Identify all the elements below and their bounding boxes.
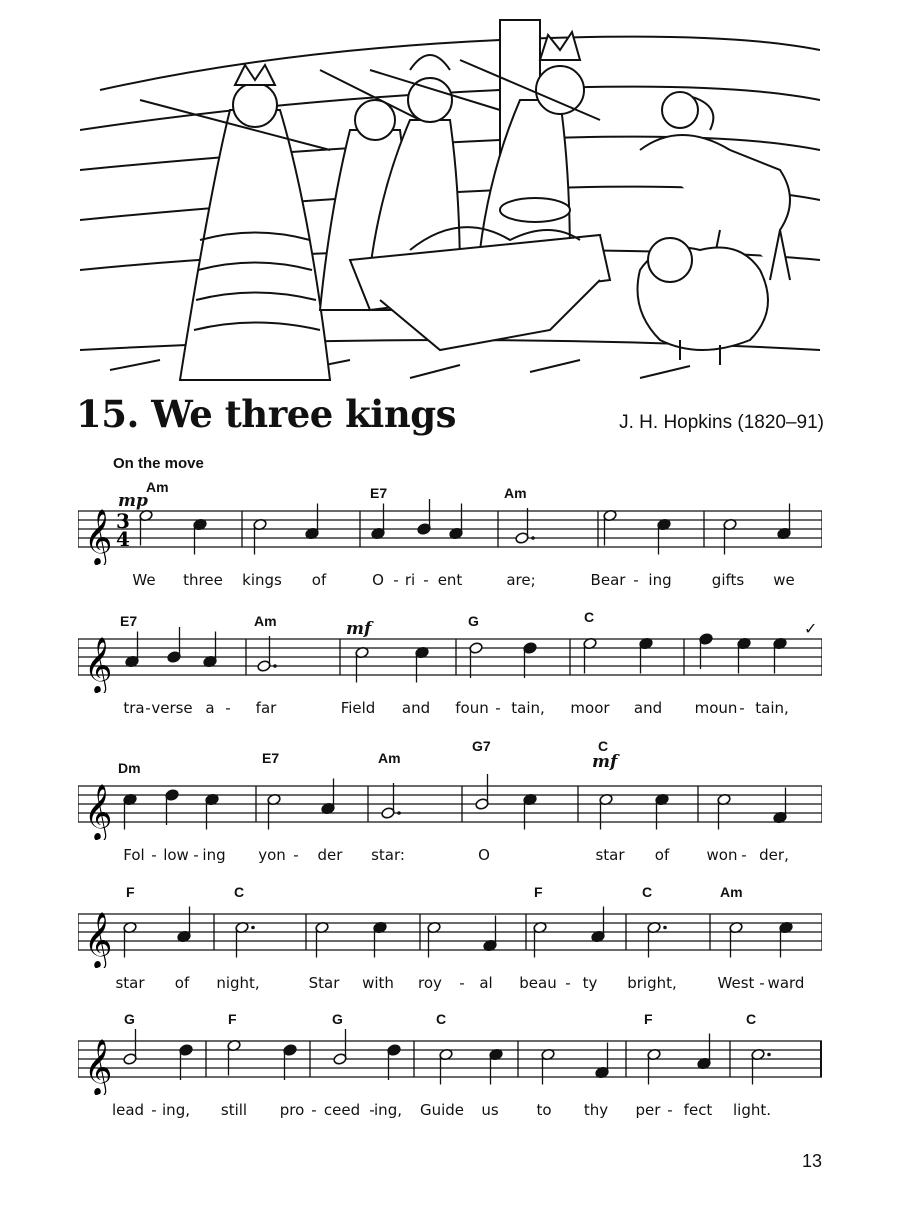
lyric-syllable: - (225, 699, 231, 717)
chord-symbol: F (534, 884, 543, 900)
lyric-syllable: - (459, 974, 465, 992)
lyric-syllable: roy (418, 974, 442, 992)
chord-symbol: Am (146, 479, 169, 495)
lyric-syllable: moun (694, 699, 738, 717)
chord-symbol: G (468, 613, 479, 629)
lyric-syllable: Guide (419, 1101, 465, 1119)
lyric-syllable: night, (216, 974, 260, 992)
time-signature-bottom: 4 (116, 527, 130, 551)
chord-symbol: Am (720, 884, 743, 900)
lyric-syllable: won (706, 846, 738, 864)
song-title: 15. We three kings (76, 392, 456, 436)
lyric-syllable: lead (111, 1101, 145, 1119)
lyric-syllable: - (495, 699, 501, 717)
chord-symbol: G (332, 1011, 343, 1027)
lyric-syllable: Fol (123, 846, 145, 864)
lyric-syllable: der, (759, 846, 789, 864)
lyric-syllable: ing (202, 846, 226, 864)
lyric-syllable: O (478, 846, 490, 864)
dot (273, 664, 277, 668)
composer-credit: J. H. Hopkins (1820–91) (619, 412, 824, 433)
time-signature-top: 3 (116, 509, 130, 533)
chord-symbol: E7 (370, 485, 388, 501)
lyric-syllable: far (255, 699, 277, 717)
treble-clef-icon: 𝄞 (84, 912, 113, 968)
lyric-syllable: and (633, 699, 663, 717)
staff-4 (78, 878, 822, 968)
lyric-syllable: al (479, 974, 493, 992)
dot (531, 536, 535, 540)
lyric-syllable: with (362, 974, 394, 992)
music-system-4 (78, 878, 822, 1006)
lyric-syllable: bright, (627, 974, 677, 992)
lyric-syllable: kings (242, 571, 282, 589)
dynamic-marking: mf (346, 619, 372, 639)
dot (767, 1053, 771, 1057)
lyric-syllable: ing, (162, 1101, 190, 1119)
chord-symbol: C (642, 884, 653, 900)
staff-5 (78, 1005, 822, 1095)
chord-symbol: E7 (262, 750, 280, 766)
lyric-syllable: Bear (590, 571, 626, 589)
lyric-syllable: star (115, 974, 145, 992)
lyric-syllable: Field (340, 699, 376, 717)
lyric-syllable: a (205, 699, 215, 717)
lyric-syllable: ri (404, 571, 416, 589)
lyric-syllable: der (317, 846, 343, 864)
treble-clef-icon: 𝄞 (84, 1039, 113, 1095)
lyric-syllable: of (654, 846, 670, 864)
lyric-syllable: tain, (755, 699, 789, 717)
staff-3 (78, 750, 822, 840)
dot (663, 926, 667, 930)
chord-symbol: Dm (118, 760, 141, 776)
chord-symbol: F (228, 1011, 237, 1027)
treble-clef-icon: 𝄞 (84, 509, 113, 565)
lyric-syllable: - (633, 571, 639, 589)
lyric-syllable: - (393, 571, 399, 589)
breath-mark-icon: ✓ (804, 619, 818, 638)
lyric-syllable: star (595, 846, 625, 864)
nativity-illustration-icon (80, 10, 820, 390)
chord-symbol: C (436, 1011, 447, 1027)
lyric-syllable: three (183, 571, 223, 589)
music-system-2 (78, 603, 822, 731)
lyric-syllable: - (423, 571, 429, 589)
lyric-syllable: per (635, 1101, 661, 1119)
lyric-syllable: ty (582, 974, 598, 992)
lyric-syllable: - (151, 846, 157, 864)
lyric-syllable: pro (279, 1101, 305, 1119)
chord-symbol: E7 (120, 613, 138, 629)
lyric-syllable: - (667, 1101, 673, 1119)
lyric-syllable: ing (648, 571, 672, 589)
lyric-syllable: light. (732, 1101, 772, 1119)
lyric-syllable: and (401, 699, 431, 717)
lyric-syllable: fect (683, 1101, 713, 1119)
chord-symbol: F (126, 884, 135, 900)
chord-symbol: C (234, 884, 245, 900)
chord-symbol: C (746, 1011, 757, 1027)
chord-symbol: C (584, 609, 595, 625)
lyric-syllable: - (369, 1101, 375, 1119)
lyric-syllable: - (759, 974, 765, 992)
lyric-syllable: ward (767, 974, 805, 992)
lyric-syllable: thy (583, 1101, 609, 1119)
music-system-5 (78, 1005, 822, 1133)
lyric-syllable: us (481, 1101, 499, 1119)
lyric-syllable: to (536, 1101, 552, 1119)
lyric-syllable: - (741, 846, 747, 864)
lyric-syllable: West (717, 974, 755, 992)
lyric-syllable: foun (455, 699, 489, 717)
lyric-syllable: gifts (711, 571, 745, 589)
lyric-syllable: - (193, 846, 199, 864)
lyric-syllable: - (739, 699, 745, 717)
dynamic-marking: mp (118, 491, 148, 511)
lyric-syllable: of (311, 571, 327, 589)
chord-symbol: Am (378, 750, 401, 766)
lyric-syllable: - (151, 1101, 157, 1119)
lyric-syllable: ing, (374, 1101, 402, 1119)
dot (251, 926, 255, 930)
lyric-syllable: tra (123, 699, 145, 717)
lyric-syllable: - (565, 974, 571, 992)
lyric-syllable: ent (437, 571, 463, 589)
chord-symbol: F (644, 1011, 653, 1027)
lyric-syllable: ceed (323, 1101, 361, 1119)
tempo-marking: On the move (113, 455, 204, 472)
dynamic-marking: mf (592, 752, 618, 772)
lyric-syllable: still (220, 1101, 248, 1119)
music-system-3 (78, 738, 822, 878)
lyric-syllable: beau (519, 974, 557, 992)
staff-1 (78, 475, 822, 565)
lyric-syllable: of (174, 974, 190, 992)
lyric-syllable: yon (258, 846, 286, 864)
lyric-syllable: - (145, 699, 151, 717)
lyric-syllable: O (372, 571, 384, 589)
lyric-syllable: - (293, 846, 299, 864)
music-system-1 (78, 475, 822, 603)
lyric-syllable: Star (308, 974, 340, 992)
lyric-syllable: tain, (511, 699, 545, 717)
chord-symbol: G7 (472, 738, 491, 754)
lyric-syllable: verse (151, 699, 193, 717)
lyric-syllable: We (132, 571, 156, 589)
lyric-syllable: low (163, 846, 189, 864)
lyric-syllable: star: (371, 846, 405, 864)
treble-clef-icon: 𝄞 (84, 784, 113, 840)
lyric-syllable: - (311, 1101, 317, 1119)
dot (397, 811, 401, 815)
lyric-syllable: moor (570, 699, 610, 717)
page-number: 13 (801, 1151, 822, 1171)
treble-clef-icon: 𝄞 (84, 637, 113, 693)
chord-symbol: G (124, 1011, 135, 1027)
chord-symbol: C (598, 738, 609, 754)
chord-symbol: Am (504, 485, 527, 501)
lyric-syllable: are; (506, 571, 536, 589)
lyric-syllable: we (773, 571, 795, 589)
staff-2 (78, 603, 822, 693)
chord-symbol: Am (254, 613, 277, 629)
